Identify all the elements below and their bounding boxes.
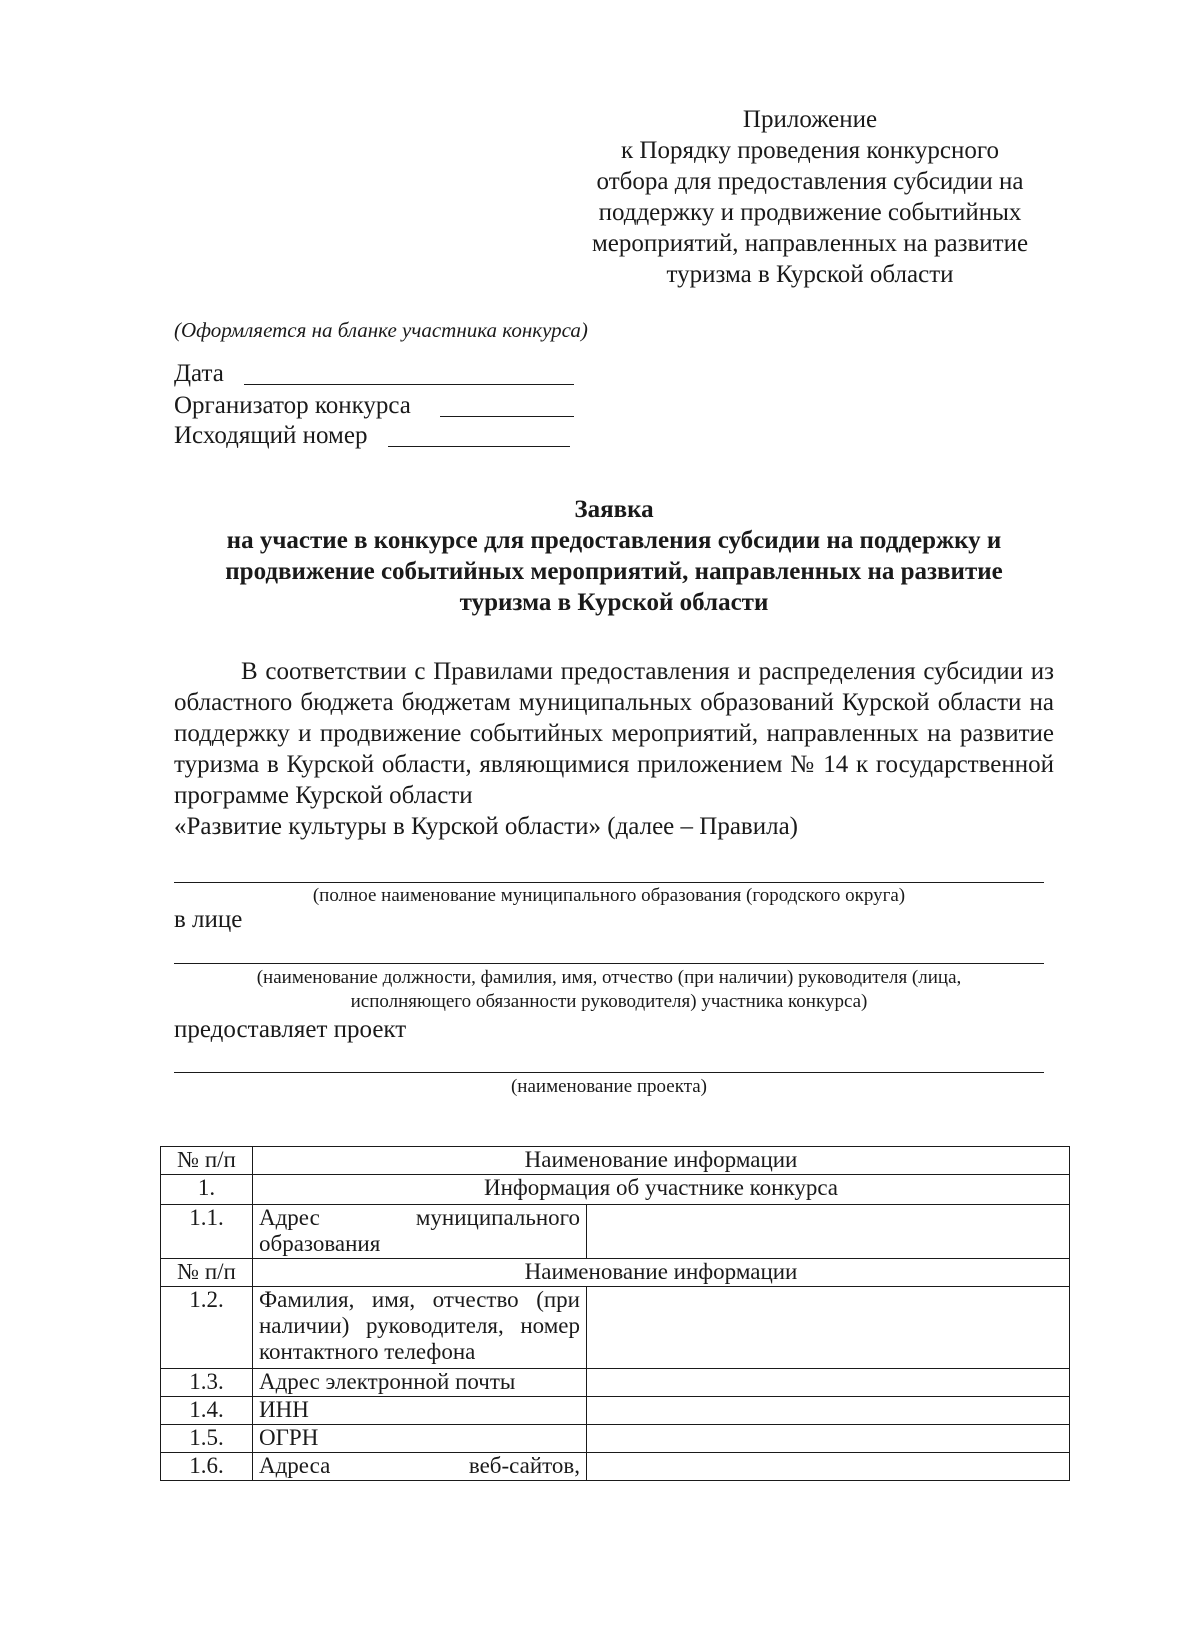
municipality-blank-line[interactable] <box>174 882 1044 883</box>
participant-info-table <box>160 1146 1070 1481</box>
header-name: Наименование информации <box>253 1147 1070 1175</box>
title-line: Заявка <box>574 496 654 523</box>
table-header-row <box>161 1147 1070 1175</box>
header-name: Наименование информации <box>253 1259 1070 1287</box>
appendix-line: к Порядку проведения конкурсного <box>621 137 999 164</box>
project-blank-line[interactable] <box>174 1072 1044 1073</box>
section-title: Информация об участнике конкурса <box>253 1175 1070 1205</box>
application-title <box>174 494 1054 618</box>
row-num: 1.6. <box>161 1453 253 1481</box>
appendix-heading <box>560 104 1060 290</box>
table-row <box>161 1425 1070 1453</box>
title-line: продвижение событийных мероприятий, направленных на развитие <box>225 558 1003 585</box>
row-label: Фамилия, имя, отчество (при наличии) руководителя, номер контактного телефона <box>253 1287 587 1369</box>
row-value-cell[interactable] <box>587 1397 1070 1425</box>
row-value-cell[interactable] <box>587 1205 1070 1259</box>
project-caption: (наименование проекта) <box>510 1076 707 1097</box>
table-row <box>161 1205 1070 1259</box>
row-label: Адрес электронной почты <box>253 1369 587 1397</box>
table-row <box>161 1397 1070 1425</box>
intro-text-end: «Развитие культуры в Курской области» (далее – Правила) <box>174 813 798 840</box>
row-num: 1.5. <box>161 1425 253 1453</box>
municipality-caption: (полное наименование муниципального образования (городского округа) <box>312 885 906 906</box>
date-label: Дата <box>174 360 224 387</box>
outgoing-number-field[interactable] <box>174 422 594 450</box>
organizer-blank-line <box>440 416 574 417</box>
row-value-cell[interactable] <box>587 1369 1070 1397</box>
table-row <box>161 1287 1070 1369</box>
outgoing-number-blank-line <box>388 446 570 447</box>
row-label-text: Адреса веб-сайтов, <box>259 1453 580 1478</box>
head-caption-line1: (наименование должности, фамилия, имя, отчество (при наличии) руководителя (лица, <box>256 967 962 988</box>
row-label: ИНН <box>253 1397 587 1425</box>
title-line: туризма в Курской области <box>459 589 769 616</box>
form-note: (Оформляется на бланке участника конкурса) <box>174 318 588 342</box>
head-caption-line2: исполняющего обязанности руководителя) участника конкурса) <box>350 991 868 1012</box>
intro-paragraph <box>174 656 1054 842</box>
table-row <box>161 1453 1070 1481</box>
row-value-cell[interactable] <box>587 1287 1070 1369</box>
row-value-cell[interactable] <box>587 1453 1070 1481</box>
header-num: № п/п <box>161 1147 253 1175</box>
table-header-row-repeat <box>161 1259 1070 1287</box>
date-field[interactable] <box>174 360 594 388</box>
row-num: 1.1. <box>161 1205 253 1259</box>
date-blank-line <box>244 384 574 385</box>
organizer-label: Организатор конкурса <box>174 392 411 419</box>
appendix-line: мероприятий, направленных на развитие <box>591 230 1029 257</box>
head-blank-line[interactable] <box>174 963 1044 964</box>
row-value-cell[interactable] <box>587 1425 1070 1453</box>
appendix-line: отбора для предоставления субсидии на <box>596 168 1024 195</box>
row-num: 1.4. <box>161 1397 253 1425</box>
section-row <box>161 1175 1070 1205</box>
appendix-line: туризма в Курской области <box>666 261 954 288</box>
outgoing-number-label: Исходящий номер <box>174 422 368 449</box>
in-person-label: в лице <box>174 906 243 933</box>
row-num: 1.3. <box>161 1369 253 1397</box>
row-label: Адрес муниципального образования <box>253 1205 587 1259</box>
appendix-line: поддержку и продвижение событийных <box>598 199 1022 226</box>
row-label: ОГРН <box>253 1425 587 1453</box>
title-line: на участие в конкурсе для предоставления субсидии на поддержку и <box>226 527 1002 554</box>
header-num: № п/п <box>161 1259 253 1287</box>
row-label <box>253 1453 587 1481</box>
section-num: 1. <box>161 1175 253 1205</box>
organizer-field[interactable] <box>174 392 594 420</box>
row-num: 1.2. <box>161 1287 253 1369</box>
table-row <box>161 1369 1070 1397</box>
appendix-line: Приложение <box>742 106 878 133</box>
provides-project-label: предоставляет проект <box>174 1016 407 1043</box>
intro-text: В соответствии с Правилами предоставления и распределения субсидии из областного бюджета бюджетам муниципальных образований Курской области на поддержку и продвижение событийных мероприятий, направленных на развитие туризма в Курской области, являющимися приложением № 14 к государственной программе Курской области <box>174 658 1054 809</box>
